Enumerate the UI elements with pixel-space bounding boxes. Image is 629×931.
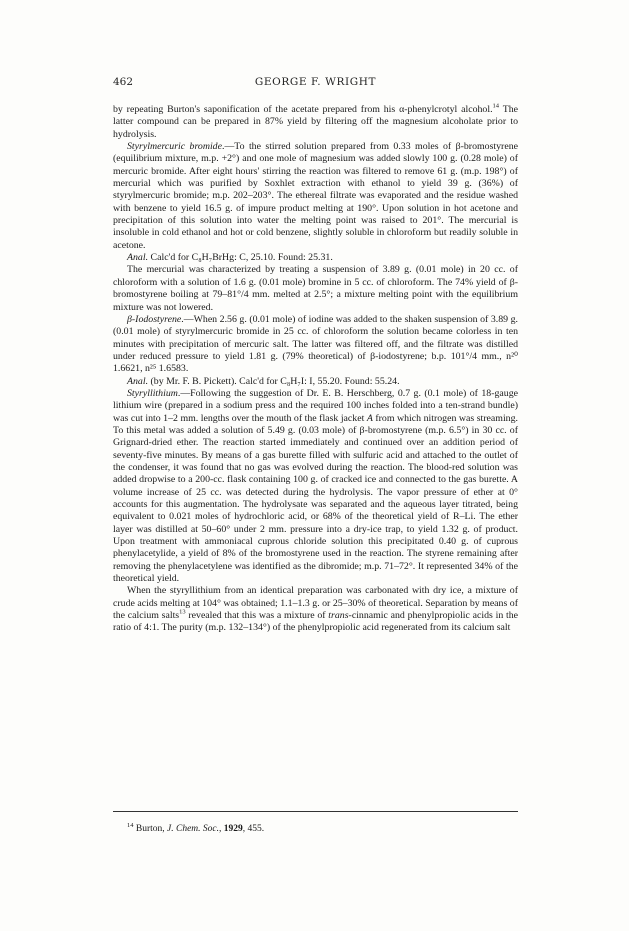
text-run: from which nitrogen was streaming. To this metal was added a solution of 5.49 g. (0.03 mole) of β-bromostyrene (m.p. 6.5°) in 30 cc. of Grignard-dried ether. The reaction started immediately and continued over an addition period of seventy-five minutes. By means of a gas burette filled with sulfuric acid and attached to the outlet of the condenser, it was found that no gas was evolved during the reaction. The blood-red solution was added dropwise to a 200-cc. flask containing 100 g. of cracked ice and connected to the gas burette. A volume increase of 25 cc. was detected during the hydrolysis. The vapor pressure of ether at 0° accounts for this augmentation. The hydrolysate was separated and the aqueous layer titrated, being equivalent to 0.021 moles of hydrochloric acid, or 68% of the theoretical yield of R–Li. The ether layer was distilled at 50–60° under 2 mm. pressure into a dry-ice trap, to yield 1.32 g. of product. Upon treatment with ammoniacal cuprous chloride solution this precipitated 0.40 g. of cuprous phenylacetylide, a yield of 8% of the bromostyrene used in the reaction. The styrene remaining after removing the phenylacetylene was identified as the dibromide; m.p. 71–72°. It represented 34% of the theoretical yield.	[113, 412, 518, 585]
running-head: GEORGE F. WRIGHT	[254, 76, 377, 88]
paragraph	[113, 141, 518, 252]
text-run: by repeating Burton's saponification of the acetate prepared from his α-phenylcrotyl alcohol.	[113, 104, 493, 115]
body-text	[113, 104, 518, 635]
text-run: Calc'd for C₈H₇BrHg: C, 25.10. Found: 25.31.	[148, 252, 333, 264]
text-run: (by Mr. F. B. Pickett). Calc'd for C₈H₇I: I, 55.20. Found: 55.24.	[148, 375, 400, 387]
paragraph	[113, 104, 518, 141]
footnote	[127, 821, 507, 834]
footnote-rule	[113, 811, 518, 812]
text-run: .—When 2.56 g. (0.01 mole) of iodine was added to the shaken suspension of 3.89 g. (0.01 mole) of styrylmercuric bromide in 25 cc. of chloroform the solution became colorless in ten minutes with precipitation of mercuric salt. The latter was filtered off, and the filtrate was distilled under reduced pressure to yield 1.81 g. (79% theoretical) of β-iodostyrene; b.p. 101°/4 mm., n²⁰ 1.6621, n²⁵ 1.6583.	[113, 313, 518, 375]
text-run: The mercurial was characterized by treating a suspension of 3.89 g. (0.01 mole) in 20 cc. of chloroform with a solution of 1.6 g. (0.01 mole) bromine in 5 cc. of chloroform. The 74% yield of β-bromostyrene boiling at 79–81°/4 mm. melted at 2.5°; a mixture melting point with the equilibrium mixture was not lowered.	[113, 264, 518, 313]
paragraph	[113, 585, 518, 634]
text-run: .—To the stirred solution prepared from 0.33 moles of β-bromostyrene (equilibrium mixture, m.p. +2°) and one mole of magnesium was added slowly 100 g. (0.28 mole) of mercuric bromide. After eight hours' stirring the reaction was filtered to remove 61 g. (m.p. 198°) of mercurial which was purified by Soxhlet extraction with ethanol to yield 39 g. (36%) of styrylmercuric bromide; m.p. 202–203°. The ethereal filtrate was evaporated and the residue washed with benzene to yield 16.5 g. of impure product melting at 190°. Upon solution in hot acetone and precipitation of this solution into water the melting point was raised to 201°. The mercurial is insoluble in cold ethanol and hot or cold benzene, slightly soluble in chloroform but readily soluble in acetone.	[113, 141, 518, 251]
footnote-ref: 14	[127, 821, 134, 829]
paragraph	[113, 388, 518, 586]
text-run: ,	[219, 824, 224, 834]
italic-text: trans	[328, 610, 349, 622]
text-run: The latter compound can be prepared in 87% yield by filtering off the magnesium alcoholate prior to hydrolysis.	[113, 104, 519, 140]
text-run: .—Following the suggestion of Dr. E. B. Herschberg, 0.7 g. (0.1 mole) of 18-gauge lithium wire (prepared in a sodium press and the required 100 inches folded into a ten-strand bundle) was cut into 1–2 mm. lengths over the mouth of the flask jacket	[113, 387, 518, 424]
italic-text: Styryllithium	[127, 387, 178, 399]
footnote-ref: 13	[179, 608, 186, 616]
paragraph	[113, 314, 518, 376]
paragraph	[113, 376, 518, 388]
page-number: 462	[113, 76, 134, 88]
text-run: -cinnamic and phenylpropiolic acids in the ratio of 4:1. The purity (m.p. 132–134°) of the phenylpropiolic acid regenerated from its calcium salt	[113, 610, 518, 634]
italic-text: Styrylmercuric bromide	[127, 141, 222, 153]
italic-text: A	[366, 412, 373, 424]
page-header	[113, 76, 518, 92]
italic-text: β-Iodostyrene	[127, 313, 182, 325]
text-run: When the styryllithium from an identical preparation was carbonated with dry ice, a mixture of crude acids melting at 104° was obtained; 1.1–1.3 g. or 25–30% of theoretical. Separation by means of the calcium salts	[113, 585, 518, 622]
text-run: revealed that this was a mixture of	[185, 610, 329, 622]
footnote-ref: 14	[492, 102, 500, 110]
bold-text: 1929	[223, 824, 243, 834]
italic-text: J. Chem. Soc.	[167, 824, 219, 834]
text-run: , 455.	[242, 824, 265, 834]
italic-text: Anal.	[127, 252, 149, 264]
italic-text: Anal.	[127, 375, 149, 387]
paragraph	[113, 252, 518, 264]
text-run: Burton,	[133, 824, 168, 834]
paragraph	[113, 264, 518, 313]
